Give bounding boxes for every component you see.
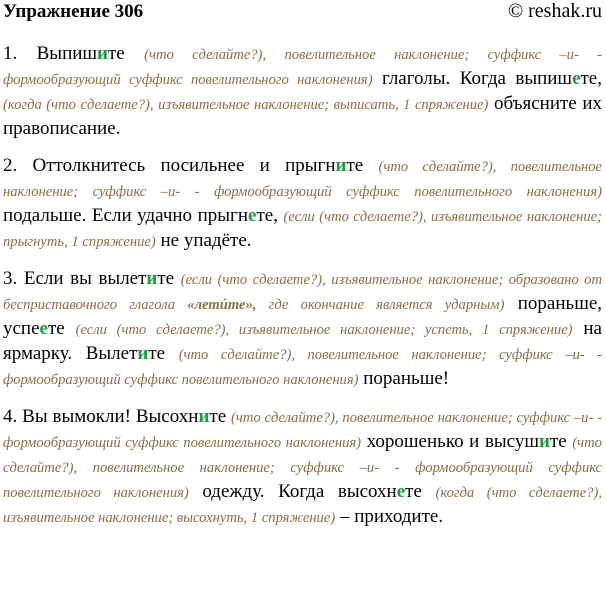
grammar-comment-bold: «летúте», [187, 297, 257, 313]
grammar-comment: (когда (что сделаете?), изъявительное наклонение; выписать, 1 спряжение) [3, 97, 489, 113]
text-fragment: 2. Оттолкнитесь посильнее и прыгн [3, 155, 336, 176]
text-fragment: те [148, 343, 179, 364]
grammar-comment: (когда (что сделаете?), изъявительное наклонение; высохнуть, 1 спряжение) [3, 485, 602, 526]
grammar-comment: где окончание является ударным) [256, 297, 505, 313]
text-fragment: одежду. Когда высохн [188, 481, 397, 502]
text-fragment: те [405, 481, 436, 502]
site-credit: © reshak.ru [507, 0, 602, 22]
grammar-comment: (если (что сделаете?), изъявительное наклонение; успеть, 1 спряжение) [75, 322, 573, 338]
paragraph-3 [3, 267, 602, 392]
paragraph-4 [3, 405, 602, 530]
highlighted-letter: е [572, 68, 581, 89]
exercise-content [3, 42, 602, 530]
grammar-comment: (что сделайте?), повелительное наклонение; суффикс –и- - формообразующий суффикс повелительного наклонения) [3, 410, 602, 451]
text-fragment: на ярмарку. Вылет [3, 318, 602, 364]
text-fragment: – приходите. [335, 506, 444, 527]
text-fragment: те, [256, 205, 284, 226]
paragraph-1 [3, 42, 602, 141]
highlighted-letter: е [396, 481, 406, 502]
text-fragment: те [108, 43, 145, 64]
grammar-comment: (что сделайте?), повелительное наклонение; суффикс –и- - формообразующий суффикс повелительного наклонения) [3, 435, 602, 501]
text-fragment: хорошенько и высуш [361, 431, 539, 452]
highlighted-letter: и [198, 406, 210, 427]
highlighted-letter: и [146, 268, 158, 289]
page-header [3, 0, 602, 30]
text-fragment: подальше. Если удачно прыгн [3, 205, 249, 226]
highlighted-letter: е [39, 318, 48, 339]
text-fragment: пораньше! [358, 368, 450, 389]
grammar-comment: (что сделайте?), повелительное наклонение; суффикс –и- - формообразующий суффикс повелительного наклонения) [3, 159, 602, 200]
text-fragment: те [47, 318, 76, 339]
paragraph-2 [3, 154, 602, 254]
text-fragment: те [346, 155, 379, 176]
text-fragment: те [549, 431, 573, 452]
text-fragment: те [209, 406, 232, 427]
text-fragment: 4. Вы вымокли! Высохн [3, 406, 199, 427]
text-fragment: те [157, 268, 181, 289]
text-fragment: глаголы. Когда выпиш [372, 68, 573, 89]
highlighted-letter: и [335, 155, 347, 176]
exercise-title: Упражнение 306 [3, 1, 144, 22]
text-fragment: 3. Если вы вылет [3, 268, 147, 289]
text-fragment: те, [580, 68, 602, 89]
text-fragment: не упадёте. [155, 230, 252, 251]
text-fragment: 1. Выпиш [3, 43, 98, 64]
grammar-comment: (если (что сделаете?), изъявительное наклонение; образовано от бесприставочного глагола [3, 272, 602, 313]
text-fragment: объясните их правописание. [3, 93, 602, 139]
grammar-comment: (что сделайте?), повелительное наклонение; суффикс –и- - формообразующий суффикс повелительного наклонения) [3, 47, 602, 88]
highlighted-letter: и [97, 43, 108, 64]
highlighted-letter: е [248, 205, 257, 226]
highlighted-letter: и [539, 431, 550, 452]
highlighted-letter: и [137, 343, 149, 364]
grammar-comment: (что сделайте?), повелительное наклонение; суффикс –и- - формообразующий суффикс повелительного наклонения) [3, 347, 602, 388]
text-fragment: пораньше, успе [3, 293, 603, 339]
grammar-comment: (если (что сделаете?), изъявительное наклонение; прыгнуть, 1 спряжение) [3, 209, 602, 250]
